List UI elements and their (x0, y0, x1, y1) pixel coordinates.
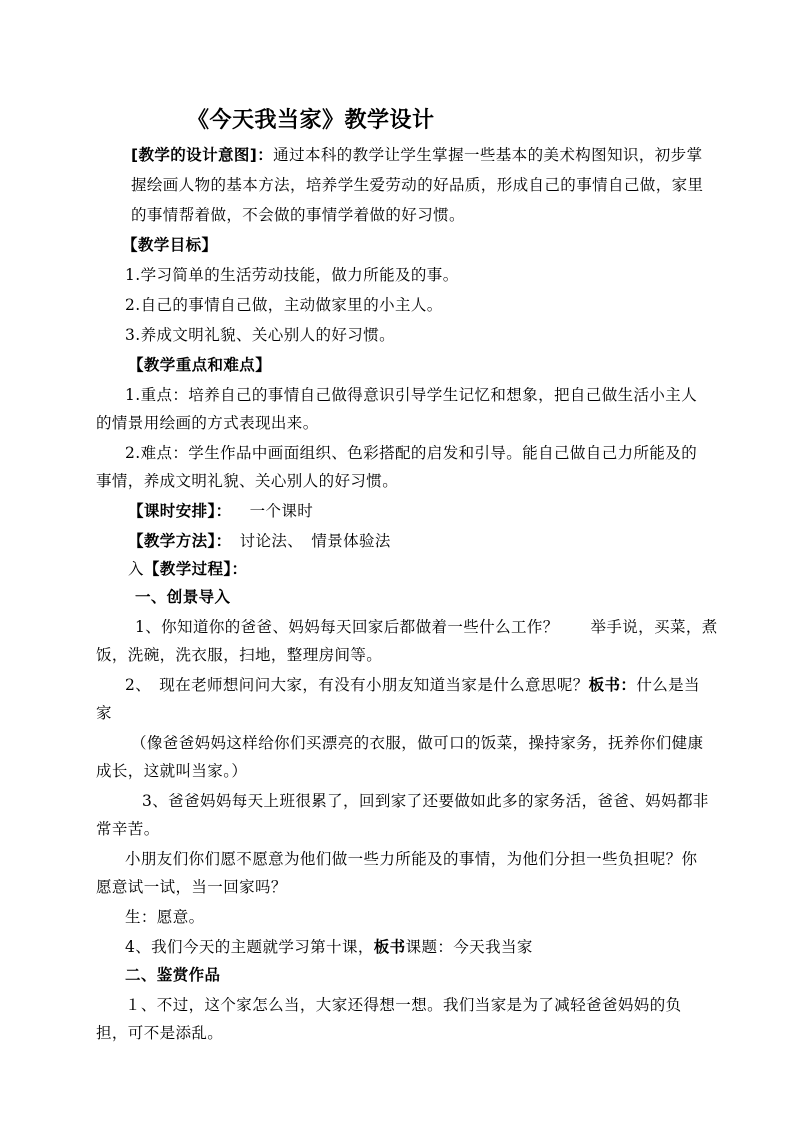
section1-q5-line (125, 937, 533, 957)
section1-q3-line-1: 3、爸爸妈妈每天上班很累了，回到家了还要做如此多的家务活，爸爸、妈妈都非 (142, 792, 709, 810)
intent-line-3: 的事情帮着做，不会做的事情学着做的好习惯。 (131, 206, 465, 224)
section1-q2-line-1 (125, 675, 700, 695)
board-label-2: 板书 (373, 938, 406, 956)
goal-item-2: 2.自己的事情自己做，主动做家里的小主人。 (125, 296, 443, 314)
intent-label: [教学的设计意图]： (131, 146, 274, 164)
intent-text-1: 通过本科的教学让学生掌握一些基本的美术构图知识，初步掌 (273, 146, 703, 164)
section1-q1-line-1: 1、你知道你的爸爸、妈妈每天回家后都做着一些什么工作？ 举手说，买菜，煮 (135, 618, 718, 636)
methods-label: 【教学方法】： (128, 532, 232, 550)
process-line (128, 559, 247, 579)
methods-line (128, 531, 391, 551)
section2-p1-line-1: １、不过，这个家怎么当，大家还得想一想。我们当家是为了减轻爸爸妈妈的负 (125, 996, 682, 1014)
section1-q5-pre: 4、我们今天的主题就学习第十课， (125, 938, 374, 956)
intent-line-1 (131, 145, 702, 165)
intent-line-2: 握绘画人物的基本方法，培养学生爱劳动的好品质，形成自己的事情自己做，家里 (131, 176, 704, 194)
process-label: 【教学过程】： (143, 560, 248, 578)
board-label-1: 板书： (588, 676, 637, 694)
section1-q1-line-2: 饭，洗碗，洗衣服，扫地，整理房间等。 (96, 646, 383, 664)
section1-q2-line-2: 家 (96, 704, 112, 722)
schedule-label: 【课时安排】： (128, 502, 232, 520)
section1-q4-line-1: 小朋友们你们愿不愿意为他们做一些力所能及的事情，为他们分担一些负担呢？你 (125, 850, 698, 868)
section1-q3-line-2: 常辛苦。 (96, 820, 160, 838)
section2-p1-line-2: 担，可不是添乱。 (96, 1024, 224, 1042)
section1-heading: 一、创景导入 (135, 588, 231, 606)
section1-q2-line-4: 成长，这就叫当家。） (96, 762, 248, 780)
goal-item-3: 3.养成文明礼貌、关心别人的好习惯。 (125, 326, 395, 344)
section1-q2-pre: 2、 现在老师想问问大家，有没有小朋友知道当家是什么意思呢？ (125, 676, 589, 694)
keypoint-2-line-2: 事情，养成文明礼貌、关心别人的好习惯。 (96, 472, 399, 490)
keypoint-2-line-1: 2.难点：学生作品中画面组织、色彩搭配的启发和引导。能自己做自己力所能及的 (125, 444, 698, 462)
section1-answer: 生：愿意。 (125, 908, 205, 926)
document-title: 《今天我当家》教学设计 (187, 108, 435, 133)
section1-q5-post: 课题：今天我当家 (405, 938, 533, 956)
keypoint-1-line-2: 的情景用绘画的方式表现出来。 (96, 414, 319, 432)
goals-heading: 【教学目标】 (122, 236, 218, 254)
goal-item-1: 1.学习简单的生活劳动技能，做力所能及的事。 (125, 266, 459, 284)
section2-heading: 二、鉴赏作品 (125, 966, 221, 984)
process-prefix: 入 (128, 560, 144, 578)
keypoints-heading: 【教学重点和难点】 (128, 356, 272, 374)
section1-q4-line-2: 愿意试一试，当一回家吗？ (96, 878, 287, 896)
keypoint-1-line-1: 1.重点：培养自己的事情自己做得意识引导学生记忆和想象，把自己做生活小主人 (125, 386, 698, 404)
methods-value: 讨论法、 情景体验法 (239, 532, 391, 550)
schedule-line (128, 501, 313, 521)
schedule-value: 一个课时 (249, 502, 314, 520)
section1-q2-post: 什么是当 (636, 676, 700, 694)
section1-q2-line-3: （像爸爸妈妈这样给你们买漂亮的衣服，做可口的饭菜，操持家务，抚养你们健康 (131, 734, 704, 752)
